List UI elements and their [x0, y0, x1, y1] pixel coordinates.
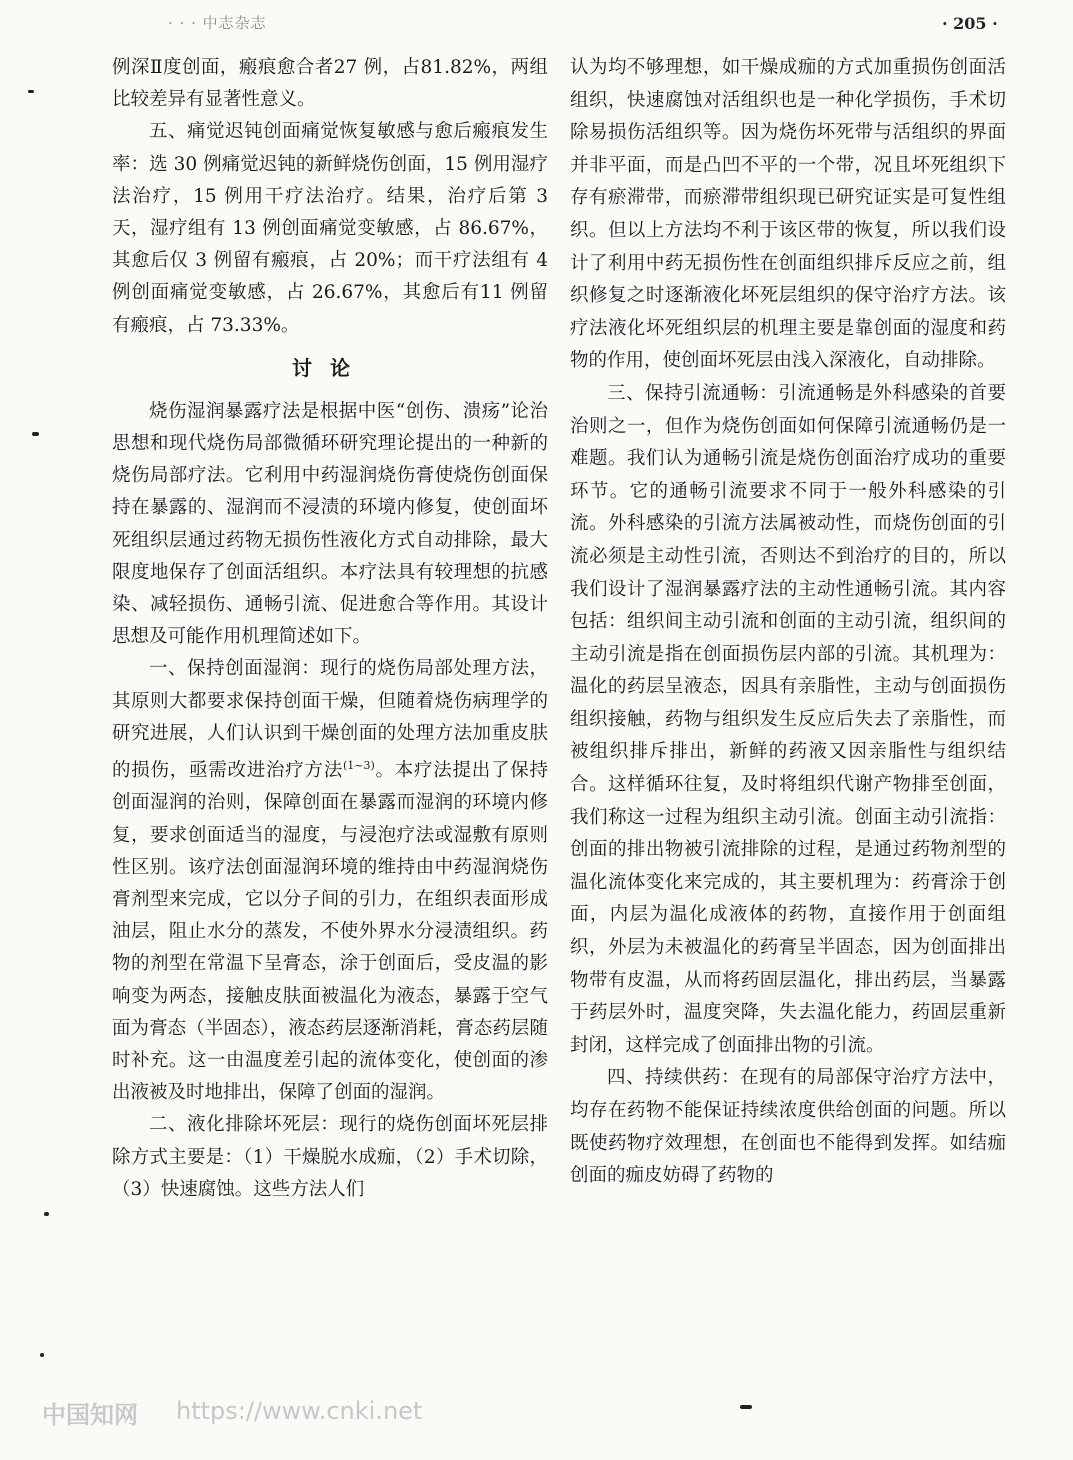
scan-speck — [28, 90, 34, 93]
right-column — [570, 52, 1006, 1193]
point-one-text-a: 一、保持创面湿润：现行的烧伤局部处理方法，其原则大都要求保持创面干燥，但随着烧伤病理学的研究进展，人们认识到干燥创面的处理方法加重皮肤的损伤，亟需改进治疗方法 — [112, 658, 548, 782]
discussion-intro-paragraph: 烧伤湿润暴露疗法是根据中医“创伤、溃疡”论治思想和现代烧伤局部微循环研究理论提出的一种新的烧伤局部疗法。它利用中药湿润烧伤膏使烧伤创面保持在暴露的、湿润而不浸渍的环境内修复，使创面坏死组织层通过药物无损伤性液化方式自动排除，最大限度地保存了创面活组织。本疗法具有较理想的抗感染、减轻损伤、通畅引流、促进愈合等作用。其设计思想及可能作用机理简述如下。 — [112, 400, 548, 648]
discussion-point-four: 四、持续供药：在现有的局部保守治疗方法中，均存在药物不能保证持续浓度供给创面的问题。所以既使药物疗效理想，在创面也不能得到发挥。如结痂创面的痂皮妨碍了药物的 — [570, 1067, 1006, 1187]
page-number: · 205 · — [942, 14, 998, 33]
results-paragraph-continued: 例深Ⅱ度创面，瘢痕愈合者27 例，占81.82%，两组比较差异有显著性意义。 — [112, 57, 548, 111]
discussion-point-one — [112, 653, 548, 1109]
results-item-five: 五、痛觉迟钝创面痛觉恢复敏感与愈后瘢痕发生率：选 30 例痛觉迟钝的新鲜烧伤创面，15 例用湿疗法治疗，15 例用干疗法治疗。结果，治疗后第 3 天，湿疗组有 13 例创面痛觉变敏感，占 86.67%，其愈后仅 3 例留有瘢痕，占 20%；而干疗法组有 4 例创面痛觉变敏感，占 26.67%，其愈后有11 例留有瘢痕，占 73.33%。 — [112, 121, 548, 336]
point-one-text-b: 。本疗法提出了保持创面湿润的治则，保障创面在暴露而湿润的环境内修复，要求创面适当的湿度，与浸泡疗法或湿敷有原则性区别。该疗法创面湿润环境的维持由中药湿润烧伤膏剂型来完成，它以分子间的引力，在组织表面形成油层，阻止水分的蒸发，不使外界水分浸渍组织。药物的剂型在常温下呈膏态，涂于创面后，受皮温的影响变为两态，接触皮肤面被温化为液态，暴露于空气面为膏态（半固态），液态药层逐渐消耗，膏态药层随时补充。这一由温度差引起的流体变化，使创面的渗出液被及时地排出，保障了创面的湿润。 — [112, 760, 548, 1104]
scan-speck — [32, 432, 39, 436]
citation-reference: (1~3) — [342, 759, 375, 773]
discussion-point-two: 二、液化排除坏死层：现行的烧伤创面坏死层排除方式主要是：（1）干燥脱水成痂，（2）手术切除，（3）快速腐蚀。这些方法人们 — [112, 1114, 548, 1200]
cnki-url-watermark[interactable]: https://www.cnki.net — [176, 1397, 423, 1425]
scan-speck — [44, 1212, 49, 1216]
left-column — [112, 52, 548, 1206]
scan-speck — [40, 1353, 44, 1357]
section-heading-discussion: 讨论 — [292, 355, 368, 380]
cnki-logo-watermark: 中国知网 — [42, 1401, 138, 1429]
discussion-point-three: 三、保持引流通畅：引流通畅是外科感染的首要治则之一，但作为烧伤创面如何保障引流通畅仍是一难题。我们认为通畅引流是烧伤创面治疗成功的重要环节。它的通畅引流要求不同于一般外科感染的引流。外科感染的引流方法属被动性，而烧伤创面的引流必须是主动性引流，否则达不到治疗的目的，所以我们设计了湿润暴露疗法的主动性通畅引流。其内容包括：组织间主动引流和创面的主动引流，组织间的主动引流是指在创面损伤层内部的引流。其机理为：温化的药层呈液态，因具有亲脂性，主动与创面损伤组织接触，药物与组织发生反应后失去了亲脂性，而被组织排斥排出，新鲜的药液又因亲脂性与组织结合。这样循环往复，及时将组织代谢产物排至创面，我们称这一过程为组织主动引流。创面主动引流指：创面的排出物被引流排除的过程，是通过药物剂型的温化流体变化来完成的，其主要机理为：药膏涂于创面，内层为温化成液体的药物，直接作用于创面组织，外层为未被温化的药膏呈半固态，因为创面排出物带有皮温，从而将药固层温化，排出药层，当暴露于药层外时，温度突降，失去温化能力，药固层重新封闭，这样完成了创面排出物的引流。 — [570, 382, 1006, 1056]
scan-speck — [740, 1405, 752, 1409]
point-two-continued: 认为均不够理想，如干燥成痂的方式加重损伤创面活组织，快速腐蚀对活组织也是一种化学损伤，手术切除易损伤活组织等。因为烧伤坏死带与活组织的界面并非平面，而是凸凹不平的一个带，况且坏死组织下存有瘀滞带，而瘀滞带组织现已研究证实是可复性组织。但以上方法均不利于该区带的恢复，所以我们设计了利用中药无损伤性在创面组织排斥反应之前，组织修复之时逐渐液化坏死层组织的保守治疗方法。该疗法液化坏死组织层的机理主要是靠创面的湿度和药物的作用，使创面坏死层由浅入深液化，自动排除。 — [570, 57, 1006, 372]
running-header: · · · 中志杂志 — [168, 14, 267, 32]
